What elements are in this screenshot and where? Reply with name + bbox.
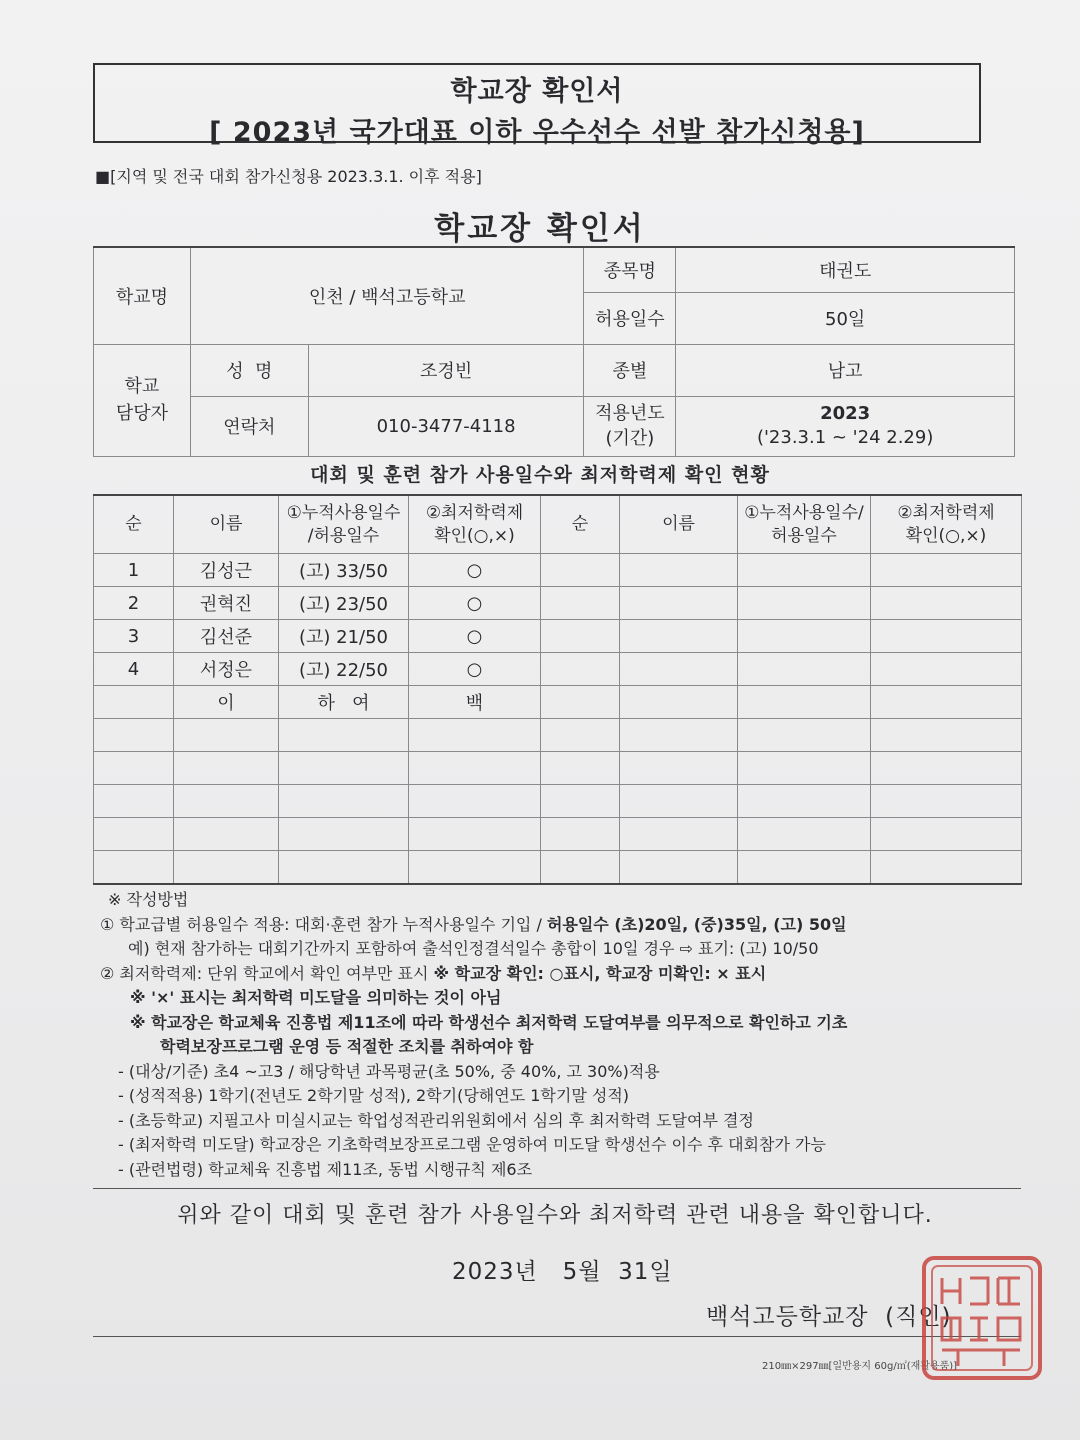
end-mark-1: 이 xyxy=(174,686,279,719)
guide-heading: ※ 작성방법 xyxy=(108,890,189,909)
guide-item-2-bold: ※ 학교장 확인: ○표시, 학교장 미확인: × 표시 xyxy=(433,963,767,983)
divider xyxy=(93,1188,1021,1189)
guide-dash-2: - (성적적용) 1학기(전년도 2학기말 성적), 2학기(당해연도 1학기말 성적) xyxy=(118,1086,630,1105)
row-days: (고) 33/50 xyxy=(279,554,409,587)
header-days: ①누적사용일수 /허용일수 xyxy=(279,495,409,554)
empty-row xyxy=(94,752,1022,785)
issue-date: 2023년 5월 31일 xyxy=(452,1259,673,1285)
category-value: 남고 xyxy=(676,344,1015,396)
info-table xyxy=(93,246,1015,457)
row-name: 김성근 xyxy=(174,554,279,587)
row-no: 2 xyxy=(94,587,174,620)
usage-header-row xyxy=(94,495,1022,554)
guide-dash-1: - (대상/기준) 초4 ~고3 / 해당학년 과목평균(초 50%, 중 40%, 고 30%)적용 xyxy=(118,1061,660,1081)
row-name: 서정은 xyxy=(174,653,279,686)
row-check: ○ xyxy=(409,587,541,620)
table-row xyxy=(94,554,1022,587)
row-name: 김선준 xyxy=(174,620,279,653)
row-days: (고) 21/50 xyxy=(279,620,409,653)
guide-item-1-text: ① 학교급별 허용일수 적용: 대회·훈련 참가 누적사용일수 기입 / xyxy=(100,914,547,934)
header-days-2: ①누적사용일수/ 허용일수 xyxy=(738,495,871,554)
empty-row xyxy=(94,785,1022,818)
row-no: 4 xyxy=(94,653,174,686)
table-row xyxy=(94,587,1022,620)
header-check-2: ②최저학력제 확인(○,×) xyxy=(871,495,1022,554)
sport-value: 태권도 xyxy=(676,247,1015,292)
category-label: 종별 xyxy=(584,344,676,396)
school-label: 학교명 xyxy=(94,247,191,344)
empty-row xyxy=(94,851,1022,885)
guide-item-1-bold: 허용일수 (초)20일, (중)35일, (고) 50일 xyxy=(546,914,847,934)
table-row xyxy=(94,653,1022,686)
end-mark-2: 하 여 xyxy=(279,686,409,719)
title-line-2: [ 2023년 국가대표 이하 우수선수 선발 참가신청용] xyxy=(209,117,865,148)
paper-spec-note: 210㎜×297㎜[일반용지 60g/㎡(재활용품)] xyxy=(762,1361,958,1372)
writing-guide xyxy=(100,888,1030,1182)
principal-signature: 백석고등학교장 (직인) xyxy=(706,1304,952,1330)
empty-row xyxy=(94,818,1022,851)
row-name: 권혁진 xyxy=(174,587,279,620)
allowed-label: 허용일수 xyxy=(584,292,676,344)
usage-section-title: 대회 및 훈련 참가 사용일수와 최저학력제 확인 현황 xyxy=(310,464,770,486)
table-row xyxy=(94,620,1022,653)
name-value: 조경빈 xyxy=(308,344,584,396)
guide-note-2a: ※ 학교장은 학교체육 진흥법 제11조에 따라 학생선수 최저학력 도달여부를 의무적으로 확인하고 기초 xyxy=(130,1012,848,1032)
school-value: 인천 / 백석고등학교 xyxy=(190,247,584,344)
guide-item-1 xyxy=(100,913,1030,938)
year-cell xyxy=(676,396,1015,456)
guide-note-2b: 학력보장프로그램 운영 등 적절한 조치를 취하여야 함 xyxy=(160,1037,534,1056)
scope-note: ■[지역 및 전국 대회 참가신청용 2023.3.1. 이후 적용] xyxy=(95,167,482,186)
header-no-2: 순 xyxy=(541,495,620,554)
name-label: 성 명 xyxy=(190,344,308,396)
header-no: 순 xyxy=(94,495,174,554)
header-check: ②최저학력제 확인(○,×) xyxy=(409,495,541,554)
year-label: 적용년도 (기간) xyxy=(584,396,676,456)
confirm-statement: 위와 같이 대회 및 훈련 참가 사용일수와 최저학력 관련 내용을 확인합니다. xyxy=(177,1203,933,1228)
end-mark-3: 백 xyxy=(409,686,541,719)
header-name-2: 이름 xyxy=(620,495,738,554)
guide-item-2-text: ② 최저학력제: 단위 학교에서 확인 여부만 표시 xyxy=(100,963,434,983)
guide-dash-4: - (최저학력 미도달) 학교장은 기초학력보장프로그램 운영하여 미도달 학생선수 이수 후 대회참가 가능 xyxy=(118,1135,826,1154)
divider xyxy=(93,1336,1021,1337)
row-check: ○ xyxy=(409,653,541,686)
doc-title: 학교장 확인서 xyxy=(434,211,646,247)
guide-dash-3: - (초등학교) 지필고사 미실시교는 학업성적관리위원회에서 심의 후 최저학력 도달여부 결정 xyxy=(118,1110,754,1130)
row-check: ○ xyxy=(409,554,541,587)
guide-note-1: ※ '×' 표시는 최저학력 미도달을 의미하는 것이 아님 xyxy=(130,988,502,1007)
allowed-value: 50일 xyxy=(676,292,1015,344)
header-name: 이름 xyxy=(174,495,279,554)
usage-table xyxy=(93,494,1022,885)
guide-dash-5: - (관련법령) 학교체육 진흥법 제11조, 동법 시행규칙 제6조 xyxy=(118,1159,533,1179)
row-no: 1 xyxy=(94,554,174,587)
contact-label: 연락처 xyxy=(190,396,308,456)
year-value: 2023 xyxy=(820,403,871,424)
row-no: 3 xyxy=(94,620,174,653)
official-seal xyxy=(918,1252,1046,1384)
title-box xyxy=(93,63,981,148)
row-days: (고) 22/50 xyxy=(279,653,409,686)
title-line-1: 학교장 확인서 xyxy=(450,76,624,107)
sport-label: 종목명 xyxy=(584,247,676,292)
contact-value: 010-3477-4118 xyxy=(308,396,584,456)
manager-label: 학교 담당자 xyxy=(94,344,191,456)
empty-row xyxy=(94,719,1022,752)
row-check: ○ xyxy=(409,620,541,653)
year-period: ('23.3.1 ~ '24 2.29) xyxy=(756,427,934,448)
guide-item-2 xyxy=(100,962,1030,987)
guide-item-1-example: 예) 현재 참가하는 대회기간까지 포함하여 출석인정결석일수 총합이 10일 경우 ⇨ 표기: (고) 10/50 xyxy=(128,939,819,958)
end-mark-row xyxy=(94,686,1022,719)
row-days: (고) 23/50 xyxy=(279,587,409,620)
